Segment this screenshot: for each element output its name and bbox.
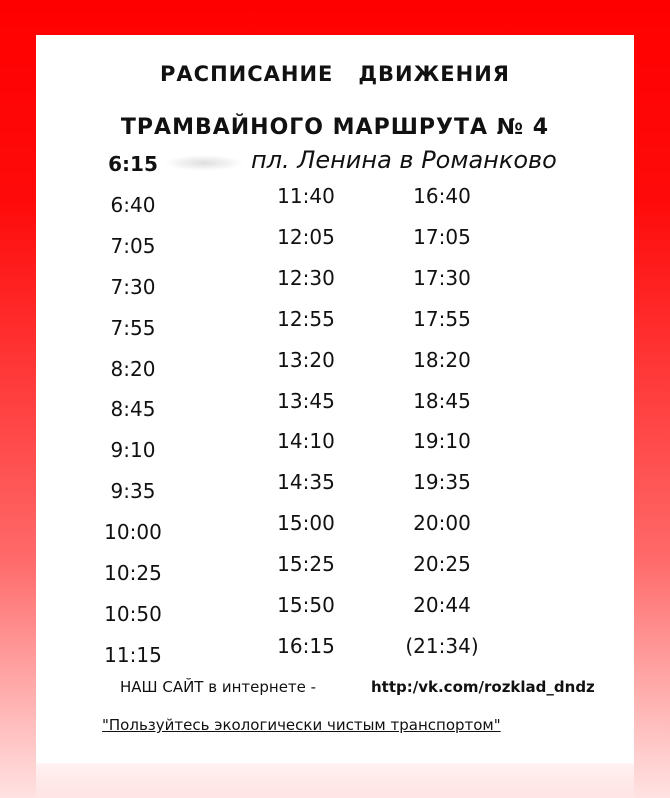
departure-time: 19:10 — [413, 429, 471, 453]
departure-time: 10:00 — [104, 520, 162, 544]
departure-time: 13:20 — [277, 348, 335, 372]
departure-time: 6:40 — [110, 193, 156, 217]
site-link[interactable]: http:/vk.com/rozklad_dndz — [371, 678, 595, 696]
departure-time: 16:40 — [413, 184, 471, 208]
departure-time: 14:35 — [277, 470, 335, 494]
departure-time: 13:45 — [277, 389, 335, 413]
departure-time: 12:05 — [277, 225, 335, 249]
card-reflection — [36, 763, 634, 798]
departure-time: 7:05 — [110, 234, 156, 258]
schedule-card — [36, 35, 634, 763]
departure-time: 7:55 — [110, 316, 156, 340]
departure-time: 8:45 — [110, 397, 156, 421]
departure-time: 18:20 — [413, 348, 471, 372]
departure-time: 7:30 — [110, 275, 156, 299]
departure-time: 17:30 — [413, 266, 471, 290]
departure-time: 14:10 — [277, 429, 335, 453]
route-direction: пл. Ленина в Романково — [251, 146, 557, 174]
departure-time: 11:15 — [104, 643, 162, 667]
departure-time: 12:30 — [277, 266, 335, 290]
departure-time: 20:44 — [413, 593, 471, 617]
departure-time: 9:10 — [110, 438, 156, 462]
slogan: "Пользуйтесь экологически чистым транспортом" — [102, 716, 501, 734]
departure-time: 15:25 — [277, 552, 335, 576]
departure-time: 19:35 — [413, 470, 471, 494]
departure-time: 20:00 — [413, 511, 471, 535]
schedule-title: РАСПИСАНИЕ ДВИЖЕНИЯ — [160, 62, 510, 86]
departure-time: 10:50 — [104, 602, 162, 626]
departure-time: 18:45 — [413, 389, 471, 413]
departure-time: 15:50 — [277, 593, 335, 617]
departure-time: 9:35 — [110, 479, 156, 503]
departure-time: (21:34) — [405, 634, 479, 658]
departure-time: 8:20 — [110, 357, 156, 381]
departure-time: 10:25 — [104, 561, 162, 585]
departure-time: 16:15 — [277, 634, 335, 658]
departure-time: 15:00 — [277, 511, 335, 535]
departure-time: 17:05 — [413, 225, 471, 249]
departure-time: 12:55 — [277, 307, 335, 331]
departure-time: 17:55 — [413, 307, 471, 331]
departure-time: 6:15 — [108, 152, 158, 176]
departure-time: 20:25 — [413, 552, 471, 576]
site-label: НАШ САЙТ в интернете - — [120, 678, 317, 696]
route-title: ТРАМВАЙНОГО МАРШРУТА № 4 — [120, 115, 550, 140]
departure-time: 11:40 — [277, 184, 335, 208]
